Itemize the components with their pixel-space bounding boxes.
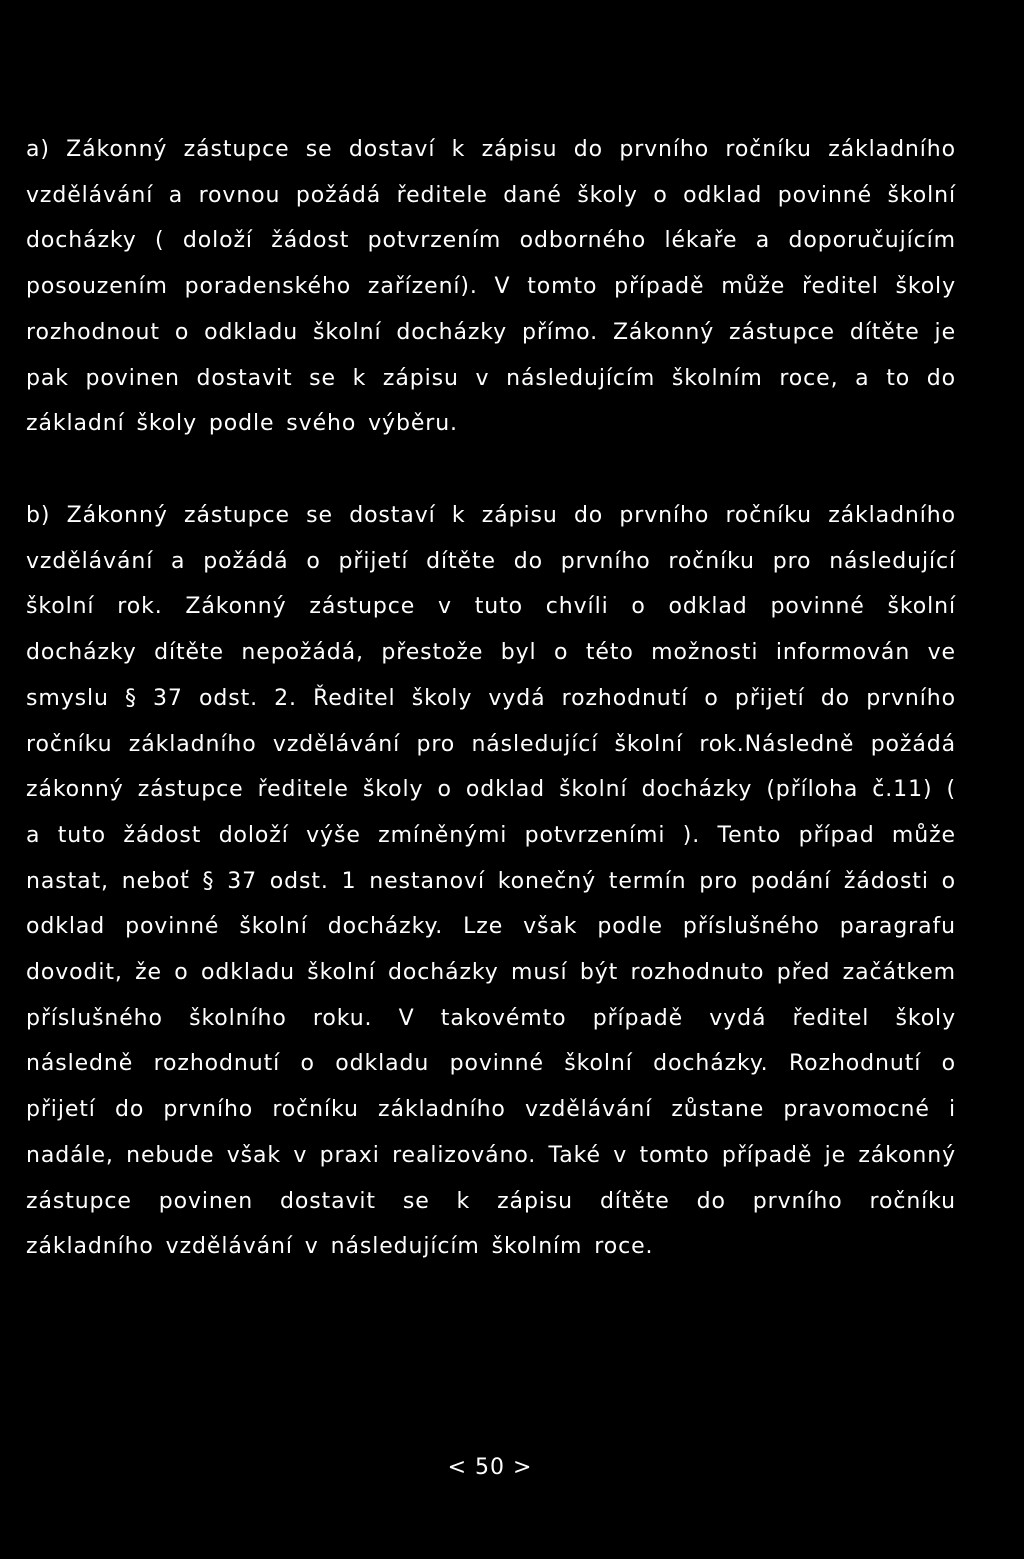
paragraph-b: b) Zákonný zástupce se dostaví k zápisu do prvního ročníku základního vzdělávání a požádá o přijetí dítěte do prvního ročníku pro následující školní rok. Zákonný zástupce v tuto chvíli o odklad povinné školní docházky dítěte nepožádá, přestože byl o této možnosti informován ve smyslu § 37 odst. 2. Ředitel školy vydá rozhodnutí o přijetí do prvního ročníku základního vzdělávání pro následující školní rok.Následně požádá zákonný zástupce ředitele školy o odklad školní docházky (příloha č.11) ( a tuto žádost doloží výše zmíněnými potvrzeními ). Tento případ může nastat, neboť § 37 odst. 1 nestanoví konečný termín pro podání žádosti o odklad povinné školní docházky. Lze však podle příslušného paragrafu dovodit, že o odkladu školní docházky musí být rozhodnuto před začátkem příslušného školního roku. V takovémto případě vydá ředitel školy následně rozhodnutí o odkladu povinné školní docházky. Rozhodnutí o přijetí do prvního ročníku základního vzdělávání zůstane pravomocné i nadále, nebude však v praxi realizováno. Také v tomto případě je zákonný zástupce povinen dostavit se k zápisu dítěte do prvního ročníku základního vzdělávání v následujícím školním roce.: [26, 503, 956, 1260]
page-number: < 50 >: [447, 1455, 533, 1480]
paragraph-a: a) Zákonný zástupce se dostaví k zápisu do prvního ročníku základního vzdělávání a rovnou požádá ředitele dané školy o odklad povinné školní docházky ( doloží žádost potvrzením odborného lékaře a doporučujícím posouzením poradenského zařízení). V tomto případě může ředitel školy rozhodnout o odkladu školní docházky přímo. Zákonný zástupce dítěte je pak povinen dostavit se k zápisu v následujícím školním roce, a to do základní školy podle svého výběru.: [26, 137, 956, 437]
